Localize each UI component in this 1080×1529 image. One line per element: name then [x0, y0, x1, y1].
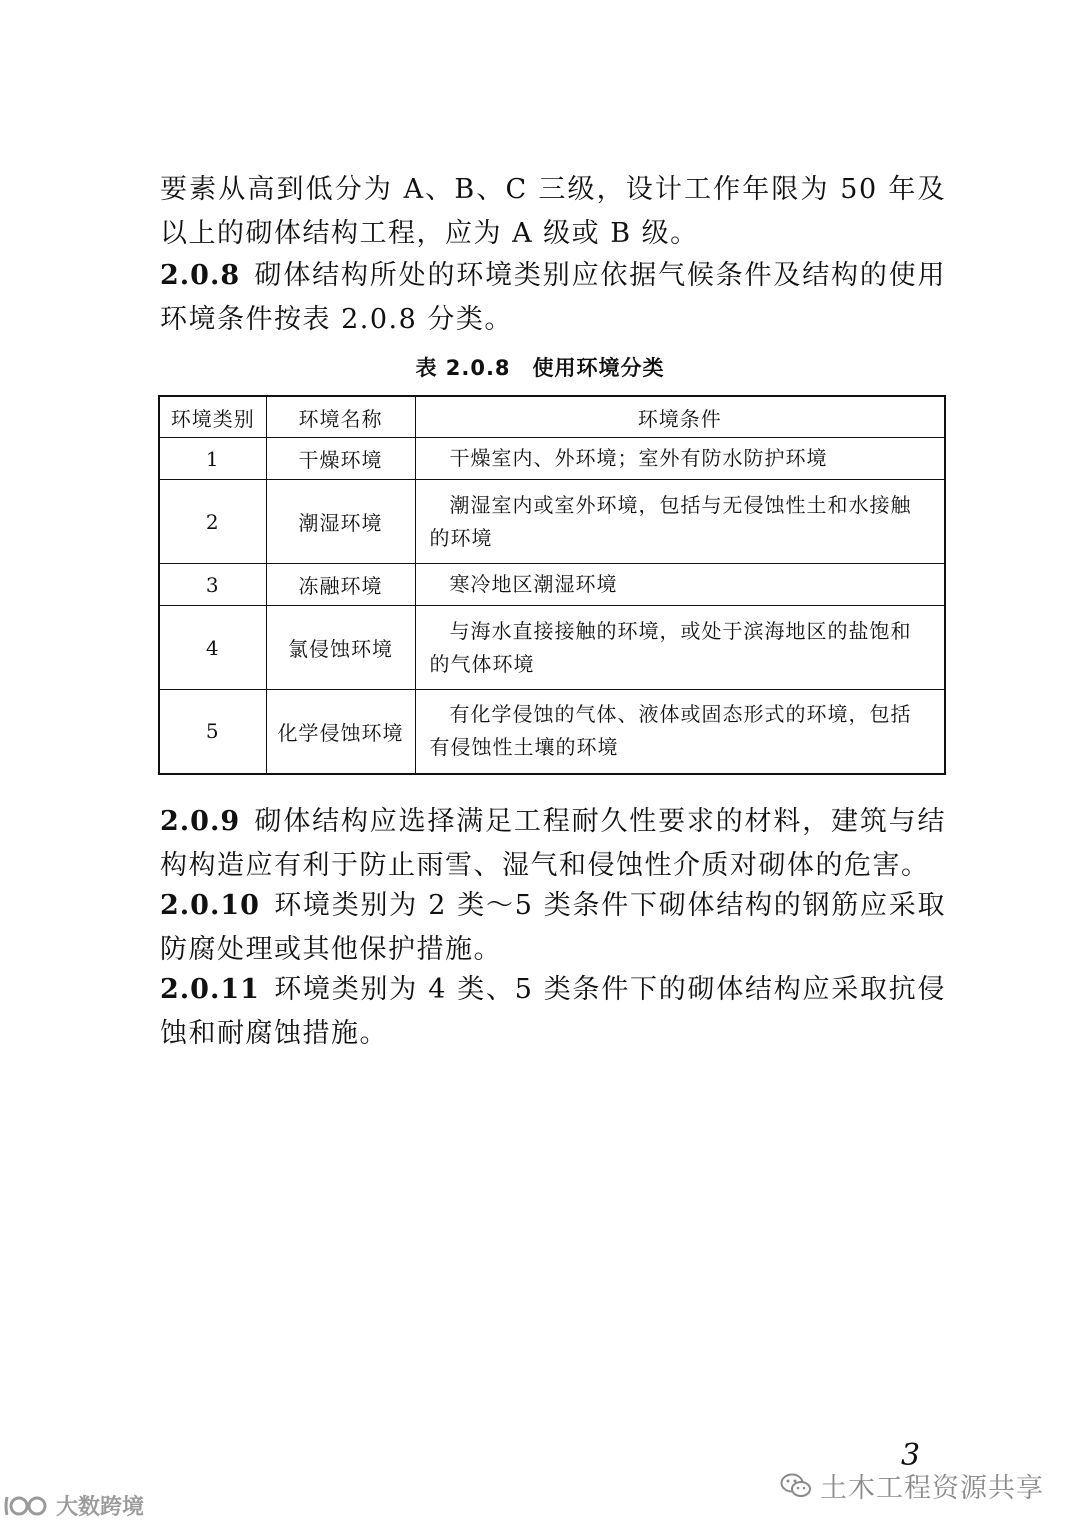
- cell-name: 化学侵蚀环境: [266, 690, 415, 774]
- table-row: [159, 564, 945, 606]
- watermark-brand: [4, 1490, 144, 1521]
- cell-condition: 干燥室内、外环境；室外有防水防护环境: [415, 438, 945, 480]
- paragraph-text: 要素从高到低分为 A、B、C 三级，设计工作年限为 50 年及以上的砌体结构工程，应为 A 级或 B 级。: [160, 174, 946, 249]
- table-row: [159, 606, 945, 690]
- watermark-brand-text: 大数跨境: [56, 1495, 145, 1520]
- cell-condition: 有化学侵蚀的气体、液体或固态形式的环境，包括有侵蚀性土壤的环境: [415, 690, 945, 774]
- cell-name: 氯侵蚀环境: [266, 606, 415, 690]
- table-caption: [0, 352, 1080, 382]
- clause-text: 环境类别为 4 类、5 类条件下的砌体结构应采取抗侵蚀和耐腐蚀措施。: [160, 974, 946, 1049]
- clause-2-0-11: [160, 968, 946, 1056]
- clause-2-0-9: [160, 800, 946, 888]
- watermark-account-text: 土木工程资源共享: [820, 1473, 1044, 1504]
- cell-category: 1: [159, 438, 266, 480]
- cell-category: 5: [159, 690, 266, 774]
- clause-number: 2.0.8: [160, 260, 241, 291]
- table-row: [159, 480, 945, 564]
- cell-category: 4: [159, 606, 266, 690]
- cell-condition: 寒冷地区潮湿环境: [415, 564, 945, 606]
- clause-text: 砌体结构应选择满足工程耐久性要求的材料，建筑与结构构造应有利于防止雨雪、湿气和侵蚀性介质对砌体的危害。: [160, 806, 946, 881]
- environment-classification-table: [158, 395, 946, 775]
- cell-category: 2: [159, 480, 266, 564]
- cell-name: 干燥环境: [266, 438, 415, 480]
- table-row: [159, 690, 945, 774]
- cell-condition: 潮湿室内或室外环境，包括与无侵蚀性土和水接触的环境: [415, 480, 945, 564]
- cell-category: 3: [159, 564, 266, 606]
- clause-text: 砌体结构所处的环境类别应依据气候条件及结构的使用环境条件按表 2.0.8 分类。: [160, 260, 946, 335]
- clause-number: 2.0.10: [160, 890, 260, 921]
- page-number: 3: [901, 1438, 921, 1473]
- clause-number: 2.0.11: [160, 974, 260, 1005]
- header-condition: 环境条件: [415, 396, 945, 438]
- table-caption-number: 表 2.0.8: [415, 356, 511, 380]
- table-row: [159, 438, 945, 480]
- clause-number: 2.0.9: [160, 806, 241, 837]
- wechat-icon: [780, 1472, 812, 1500]
- table-header-row: [159, 396, 945, 438]
- cell-condition: 与海水直接接触的环境，或处于滨海地区的盐饱和的气体环境: [415, 606, 945, 690]
- table-caption-title: 使用环境分类: [532, 356, 665, 380]
- cell-name: 冻融环境: [266, 564, 415, 606]
- paragraph-grade-requirement: [160, 168, 946, 256]
- clause-2-0-8: [160, 254, 946, 342]
- brand-logo-icon: [4, 1493, 52, 1519]
- clause-2-0-10: [160, 884, 946, 972]
- header-name: 环境名称: [266, 396, 415, 438]
- header-category: 环境类别: [159, 396, 266, 438]
- clause-text: 环境类别为 2 类～5 类条件下砌体结构的钢筋应采取防腐处理或其他保护措施。: [160, 890, 946, 965]
- cell-name: 潮湿环境: [266, 480, 415, 564]
- watermark-account: [780, 1466, 1044, 1505]
